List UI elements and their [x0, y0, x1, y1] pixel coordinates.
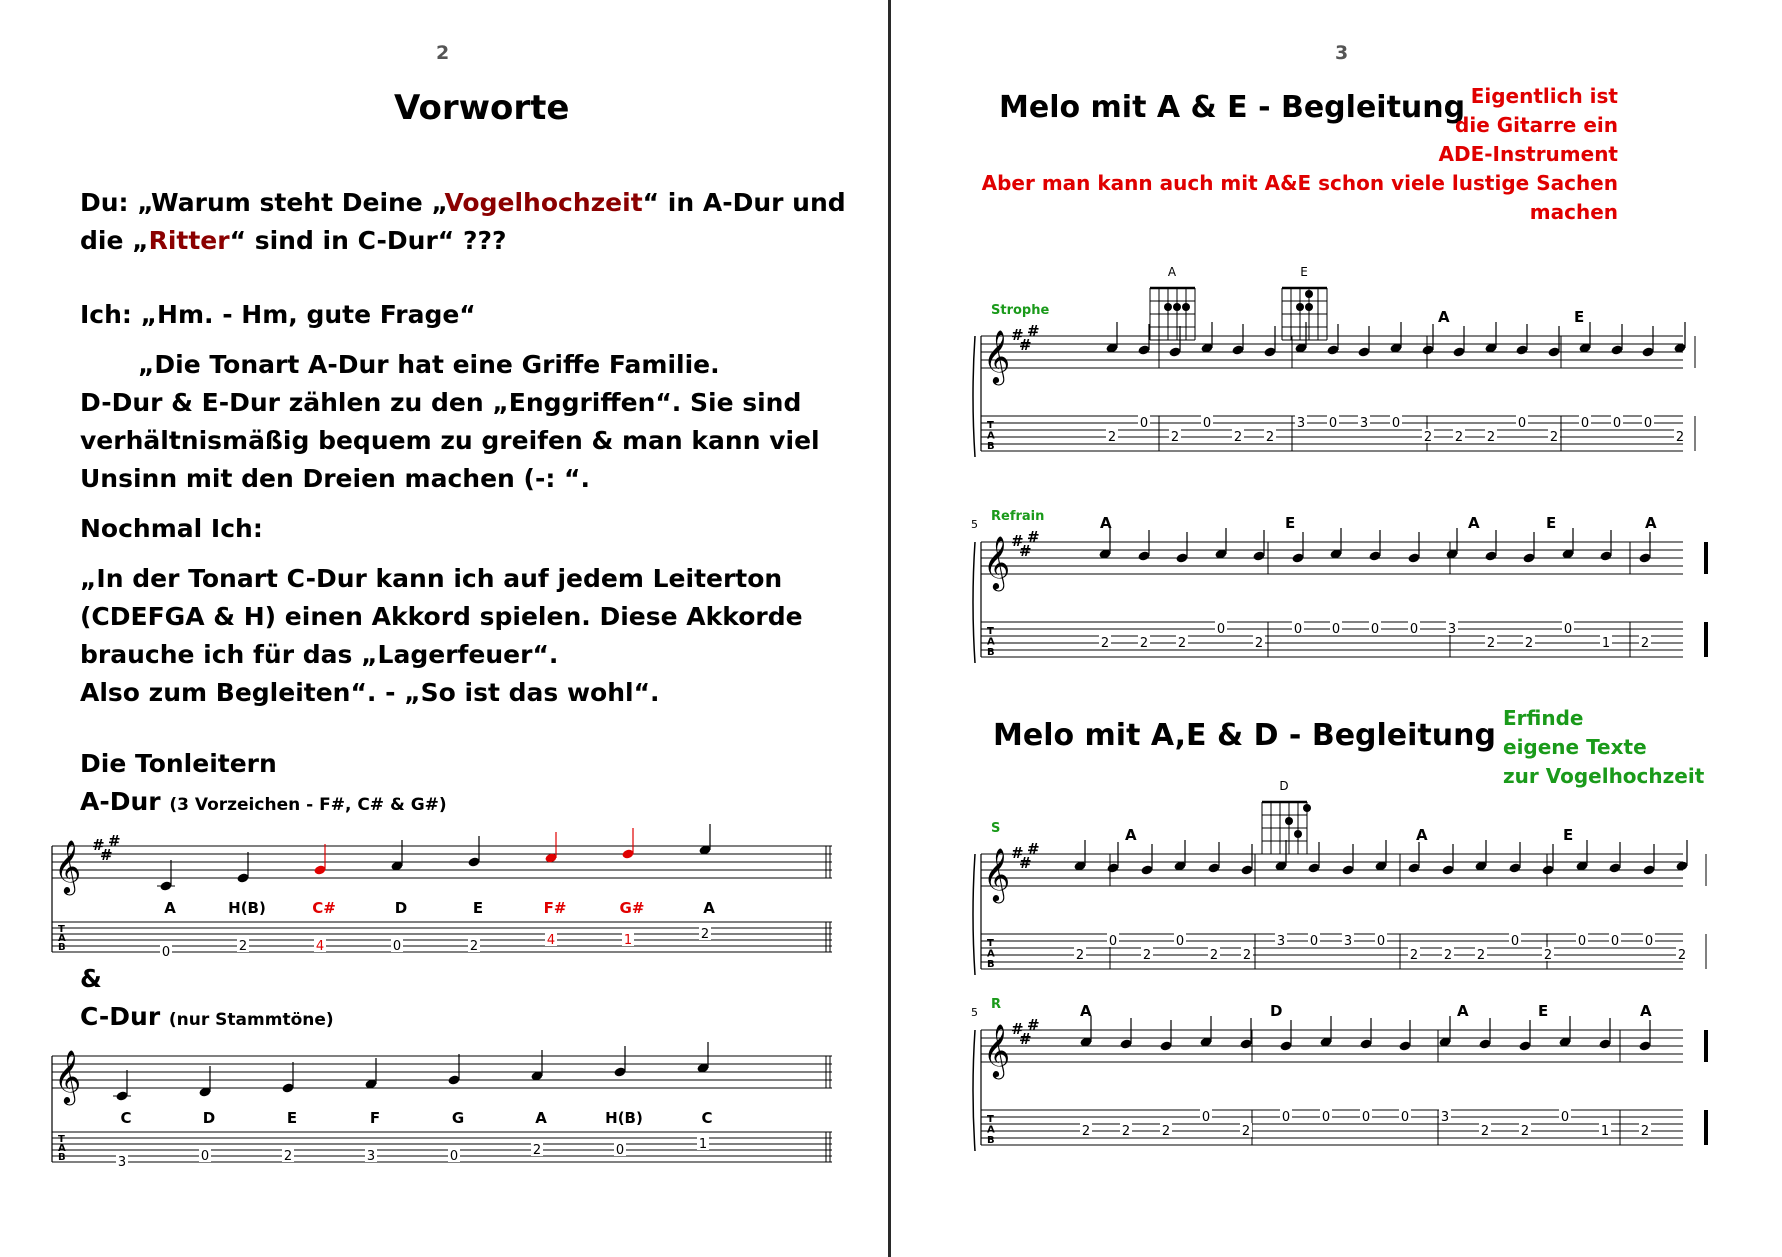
note-name: A	[535, 1109, 547, 1127]
note-name: C#	[312, 899, 336, 917]
tab-number: 1	[623, 933, 633, 948]
note-name: H(B)	[605, 1109, 643, 1127]
tab-number: 2	[1233, 430, 1243, 445]
tab-number: 4	[546, 933, 556, 948]
system-brace	[973, 854, 975, 975]
section-label: S	[991, 821, 1001, 836]
tab-clef-b: B	[987, 1134, 995, 1146]
tab-number: 0	[1370, 622, 1380, 637]
tab-clef-a: A	[987, 430, 995, 442]
tab-number: 2	[700, 927, 710, 942]
tab-clef-b: B	[58, 942, 66, 954]
tab-number: 1	[1601, 636, 1611, 651]
c-dur-scale-notation	[48, 1028, 838, 1170]
cdur-text-line: (CDEFGA & H) einen Akkord spielen. Diese Akkorde	[80, 602, 803, 631]
tab-number: 0	[1175, 934, 1185, 949]
chord-dot	[1173, 303, 1181, 311]
tab-number: 0	[1202, 416, 1212, 431]
tab-number: 2	[1254, 636, 1264, 651]
sharp-sign: #	[1027, 1016, 1040, 1034]
tab-clef-a: A	[987, 1124, 995, 1136]
tab-number: 2	[1107, 430, 1117, 445]
note-name: E	[286, 1109, 298, 1127]
chord-dot	[1305, 290, 1313, 298]
tab-clef-a: A	[987, 636, 995, 648]
sharp-sign: #	[92, 836, 105, 854]
vogelhochzeit-highlight: Vogelhochzeit	[444, 188, 643, 217]
tab-number: 2	[238, 939, 248, 954]
tab-number: 0	[1281, 1110, 1291, 1125]
chord-diagram-name: E	[1300, 265, 1308, 279]
tab-number: 3	[366, 1149, 376, 1164]
tab-number: 0	[392, 939, 402, 954]
chord-dot	[1305, 303, 1313, 311]
tab-number: 3	[1359, 416, 1369, 431]
sharp-sign: #	[100, 846, 113, 864]
tab-number: 0	[1328, 416, 1338, 431]
sharp-sign: #	[108, 832, 121, 850]
tab-number: 0	[1309, 934, 1319, 949]
ich-line: Ich: „Hm. - Hm, gute Frage“	[80, 300, 476, 329]
tab-clef-t: T	[987, 625, 994, 637]
tab-number: 2	[1121, 1124, 1131, 1139]
tab-number: 0	[1321, 1110, 1331, 1125]
tab-number: 0	[1577, 934, 1587, 949]
tab-number: 0	[1391, 416, 1401, 431]
tab-number: 0	[1644, 934, 1654, 949]
sharp-sign: #	[1011, 532, 1024, 550]
tab-clef-a: A	[58, 1143, 66, 1155]
note-name: H(B)	[228, 899, 266, 917]
c-dur-heading: C-Dur (nur Stammtöne)	[80, 1002, 334, 1031]
nochmal-line: Nochmal Ich:	[80, 514, 263, 543]
tab-clef-t: T	[58, 1134, 65, 1146]
chord-symbol: A	[1457, 1002, 1469, 1020]
note-name: C	[120, 1109, 132, 1127]
quote-line: verhältnismäßig bequem zu greifen & man kann viel	[80, 426, 820, 455]
chord-diagram-name: A	[1167, 265, 1177, 279]
tab-clef-b: B	[987, 646, 995, 658]
sharp-sign: #	[1027, 322, 1040, 340]
tab-number: 2	[1640, 636, 1650, 651]
section2-notation	[891, 766, 1782, 1196]
chord-symbol: A	[1416, 826, 1428, 844]
measure-number: 5	[971, 518, 978, 531]
tab-number: 3	[1296, 416, 1306, 431]
tab-number: 0	[1293, 622, 1303, 637]
ritter-highlight: Ritter	[148, 226, 230, 255]
note-name: A	[164, 899, 176, 917]
chord-dot	[1296, 303, 1304, 311]
sharp-sign: #	[1011, 326, 1024, 344]
tab-number: 2	[1423, 430, 1433, 445]
tab-number: 0	[1563, 622, 1573, 637]
tab-number: 2	[1677, 948, 1687, 963]
tab-number: 0	[1610, 934, 1620, 949]
tab-number: 3	[1276, 934, 1286, 949]
tab-number: 0	[615, 1143, 625, 1158]
chord-symbol: A	[1468, 514, 1480, 532]
note-name: E	[472, 899, 484, 917]
section1-notation	[891, 244, 1782, 684]
tab-clef-b: B	[58, 1152, 66, 1164]
left-page	[0, 0, 888, 1257]
tab-number: 0	[1510, 934, 1520, 949]
tab-number: 0	[1643, 416, 1653, 431]
sharp-sign: #	[1027, 840, 1040, 858]
intro-line-1: Du: „Warum steht Deine „Vogelhochzeit“ in A-Dur und	[80, 188, 846, 217]
tab-number: 2	[1480, 1124, 1490, 1139]
chord-diagram-name: D	[1279, 779, 1289, 793]
sharp-sign: #	[1019, 1030, 1032, 1048]
tab-number: 2	[1520, 1124, 1530, 1139]
tab-clef-t: T	[987, 1113, 994, 1125]
tab-number: 2	[1486, 430, 1496, 445]
chord-symbol: E	[1546, 514, 1557, 532]
tab-clef-t: T	[987, 419, 994, 431]
quote-line: „Die Tonart A-Dur hat eine Griffe Familie.	[138, 350, 720, 379]
tab-number: 2	[1443, 948, 1453, 963]
tab-number: 0	[1376, 934, 1386, 949]
section-label: R	[991, 997, 1002, 1012]
chord-symbol: A	[1645, 514, 1657, 532]
tab-number: 0	[1139, 416, 1149, 431]
chord-symbol: D	[1270, 1002, 1283, 1020]
ampersand: &	[80, 964, 102, 993]
tab-number: 0	[1409, 622, 1419, 637]
treble-clef-icon: 𝄞	[54, 839, 82, 893]
tab-clef-t: T	[987, 937, 994, 949]
tab-number: 2	[1543, 948, 1553, 963]
tab-number: 0	[1517, 416, 1527, 431]
tab-number: 0	[449, 1149, 459, 1164]
tab-number: 2	[1265, 430, 1275, 445]
treble-clef-icon: 𝄞	[983, 329, 1011, 383]
tab-number: 2	[1075, 948, 1085, 963]
tab-number: 2	[1139, 636, 1149, 651]
chord-symbol: A	[1438, 308, 1450, 326]
red-note: Eigentlich ist die Gitarre ein ADE-Instrument Aber man kann auch mit A&E schon viele lustige Sachen machen	[981, 84, 1618, 224]
tab-number: 0	[1108, 934, 1118, 949]
system-brace	[973, 542, 975, 663]
tab-number: 3	[1447, 622, 1457, 637]
tab-number: 0	[1331, 622, 1341, 637]
chord-symbol: A	[1125, 826, 1137, 844]
tab-number: 0	[200, 1149, 210, 1164]
chord-dot	[1303, 804, 1311, 812]
tab-number: 2	[1524, 636, 1534, 651]
chord-dot	[1164, 303, 1172, 311]
tab-number: 2	[1486, 636, 1496, 651]
system-brace	[973, 336, 975, 457]
chord-symbol: A	[1640, 1002, 1652, 1020]
tab-number: 3	[1343, 934, 1353, 949]
tab-number: 0	[1201, 1110, 1211, 1125]
tab-clef-t: T	[58, 924, 65, 936]
tab-number: 2	[1161, 1124, 1171, 1139]
chord-symbol: A	[1080, 1002, 1092, 1020]
green-note: Erfinde eigene Texte zur Vogelhochzeit	[1503, 706, 1705, 788]
page-number: 3	[1335, 42, 1349, 64]
note-name: A	[703, 899, 715, 917]
tab-number: 2	[1454, 430, 1464, 445]
tab-number: 2	[1170, 430, 1180, 445]
tab-number: 2	[532, 1143, 542, 1158]
tab-number: 2	[1549, 430, 1559, 445]
intro-line-2: die „Ritter“ sind in C-Dur“ ???	[80, 226, 507, 255]
tab-number: 2	[1100, 636, 1110, 651]
sharp-sign: #	[1011, 1020, 1024, 1038]
tab-number: 2	[1177, 636, 1187, 651]
tab-number: 0	[1612, 416, 1622, 431]
tab-number: 2	[1476, 948, 1486, 963]
sharp-sign: #	[1011, 844, 1024, 862]
chord-dot	[1294, 830, 1302, 838]
note-name: F	[369, 1109, 381, 1127]
scales-heading: Die Tonleitern	[80, 749, 277, 778]
tab-number: 2	[1081, 1124, 1091, 1139]
tab-clef-b: B	[987, 440, 995, 452]
tab-clef-a: A	[987, 948, 995, 960]
section1-title: Melo mit A & E - Begleitung	[999, 90, 1466, 125]
tab-number: 0	[161, 945, 171, 960]
tab-number: 1	[698, 1137, 708, 1152]
tab-number: 2	[1409, 948, 1419, 963]
treble-clef-icon: 𝄞	[983, 535, 1011, 589]
tab-number: 3	[117, 1155, 127, 1170]
quote-line: D-Dur & E-Dur zählen zu den „Enggriffen“. Sie sind	[80, 388, 802, 417]
chord-symbol: E	[1285, 514, 1296, 532]
measure-number: 5	[971, 1006, 978, 1019]
tab-number: 2	[1640, 1124, 1650, 1139]
page-title: Vorworte	[394, 88, 570, 128]
cdur-text-line: brauche ich für das „Lagerfeuer“.	[80, 640, 559, 669]
treble-clef-icon: 𝄞	[983, 1023, 1011, 1077]
sharp-sign: #	[1019, 336, 1032, 354]
tab-clef-a: A	[58, 933, 66, 945]
note-name: D	[394, 899, 408, 917]
note-name: G	[451, 1109, 465, 1127]
system-brace	[973, 1030, 975, 1151]
tab-number: 2	[283, 1149, 293, 1164]
section2-title: Melo mit A,E & D - Begleitung	[993, 718, 1496, 753]
cdur-text-line: Also zum Begleiten“. - „So ist das wohl“.	[80, 678, 660, 707]
tab-number: 2	[1242, 948, 1252, 963]
tab-number: 0	[1400, 1110, 1410, 1125]
tab-number: 0	[1361, 1110, 1371, 1125]
treble-clef-icon: 𝄞	[54, 1049, 82, 1103]
tab-number: 2	[1209, 948, 1219, 963]
tab-number: 0	[1216, 622, 1226, 637]
section-label: Refrain	[991, 509, 1045, 524]
note-name: C	[701, 1109, 713, 1127]
treble-clef-icon: 𝄞	[983, 847, 1011, 901]
sharp-sign: #	[1027, 528, 1040, 546]
chord-symbol: E	[1563, 826, 1574, 844]
chord-dot	[1285, 817, 1293, 825]
a-dur-heading: A-Dur (3 Vorzeichen - F#, C# & G#)	[80, 787, 447, 816]
tab-number: 0	[1560, 1110, 1570, 1125]
note-name: D	[202, 1109, 216, 1127]
right-page	[891, 0, 1782, 1257]
tab-number: 2	[1675, 430, 1685, 445]
tab-number: 3	[1440, 1110, 1450, 1125]
chord-dot	[1182, 303, 1190, 311]
note-name: G#	[619, 899, 645, 917]
sharp-sign: #	[1019, 854, 1032, 872]
tab-number: 1	[1600, 1124, 1610, 1139]
tab-number: 0	[1580, 416, 1590, 431]
a-dur-scale-notation	[48, 818, 838, 960]
tab-number: 2	[469, 939, 479, 954]
section-label: Strophe	[991, 303, 1050, 318]
tab-clef-b: B	[987, 958, 995, 970]
tab-number: 2	[1241, 1124, 1251, 1139]
quote-line: Unsinn mit den Dreien machen (-: “.	[80, 464, 590, 493]
tab-number: 4	[315, 939, 325, 954]
tab-number: 2	[1142, 948, 1152, 963]
chord-symbol: A	[1100, 514, 1112, 532]
page-number: 2	[436, 42, 450, 64]
sharp-sign: #	[1019, 542, 1032, 560]
chord-symbol: E	[1574, 308, 1585, 326]
cdur-text-line: „In der Tonart C-Dur kann ich auf jedem Leiterton	[80, 564, 783, 593]
chord-symbol: E	[1538, 1002, 1549, 1020]
note-name: F#	[543, 899, 567, 917]
